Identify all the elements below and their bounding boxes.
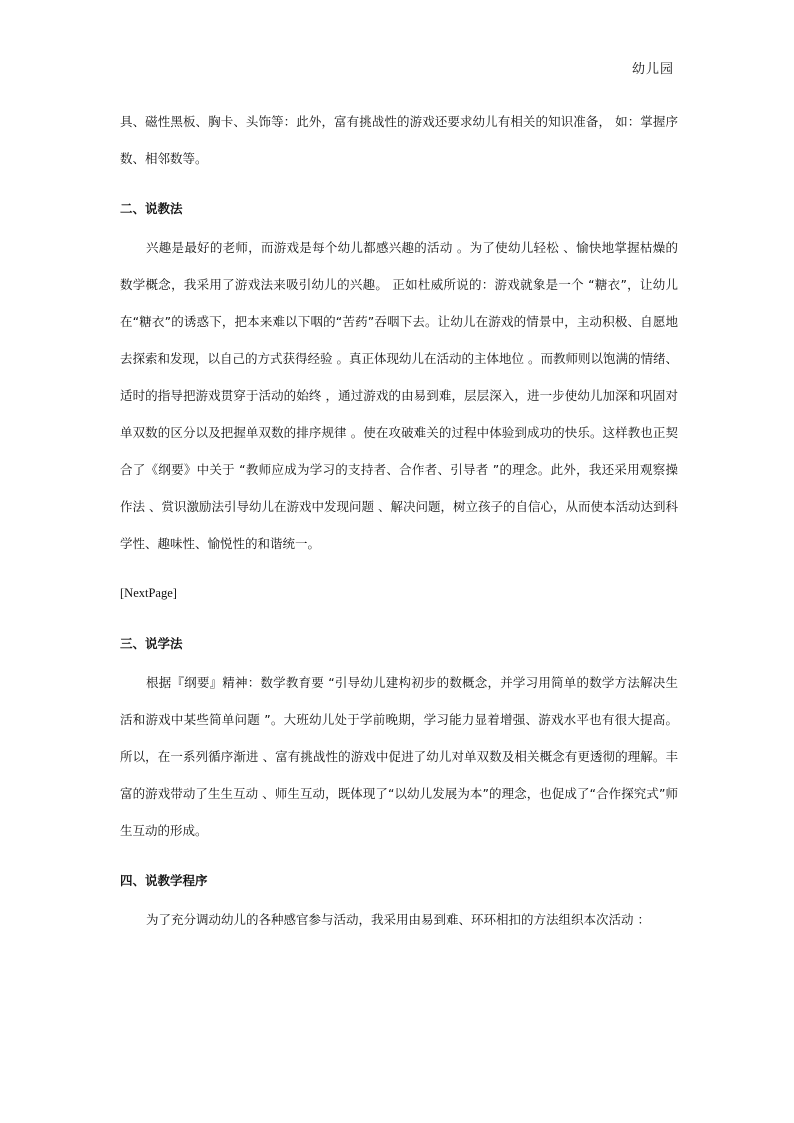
page-header: 幼儿园 [631,62,674,77]
paragraph-teaching-procedure: 为了充分调动幼儿的各种感官参与活动，我采用由易到难、环环相扣的方法组织本次活动 ： [146,912,650,927]
next-page-marker: [NextPage] [120,586,177,600]
section-heading-learning-method: 三、说学法 [120,636,183,651]
paragraph-teaching-method: 兴趣是最好的老师，而游戏是每个幼儿都感兴趣的活动 。为了使幼儿轻松 、愉快地掌握枯燥的数学概念，我采用了游戏法来吸引幼儿的兴趣。 正如杜威所说的：游戏就象是一个 “糖衣”，让幼儿在“糖衣”的诱惑下，把本来难以下咽的“苦药”吞咽下去。让幼儿在游戏的情景中，主动积极、自愿地去探索和发现，以自己的方式获得经验 。真正体现幼儿在活动的主体地位 。而教师则以饱满的情绪、适时的指导把游戏贯穿于活动的始终 ，通过游戏的由易到难，层层深入，进一步使幼儿加深和巩固对单双数的区分以及把握单双数的排序规律 。使在攻破难关的过程中体验到成功的快乐。这样教也正契合了《纲要》中关于 “教师应成为学习的支持者、合作者、引导者 ”的理念。此外，我还采用观察操作法 、赏识激励法引导幼儿在游戏中发现问题 、解决问题，树立孩子的自信心，从而使本活动达到科学性、趣味性、愉悦性的和谐统一。 [120,240,678,551]
paragraph-learning-method: 根据『纲要』精神：数学教育要 “引导幼儿建构初步的数概念，并学习用简单的数学方法解决生活和游戏中某些简单问题 ”。大班幼儿处于学前晚期，学习能力显着增强、游戏水平也有很大提高。所以，在一系列循序渐进 、富有挑战性的游戏中促进了幼儿对单双数及相关概念有更透彻的理解。丰富的游戏带动了生生互动 、师生互动，既体现了“以幼儿发展为本”的理念，也促成了“合作探究式”师生互动的形成。 [120,675,678,838]
paragraph-continued: 具、磁性黑板、胸卡、头饰等：此外，富有挑战性的游戏还要求幼儿有相关的知识准备， 如：掌握序数、相邻数等。 [120,114,678,166]
section-heading-teaching-procedure: 四、说教学程序 [120,873,208,888]
document-body [120,103,678,938]
section-heading-teaching-method: 二、说教法 [120,201,183,216]
